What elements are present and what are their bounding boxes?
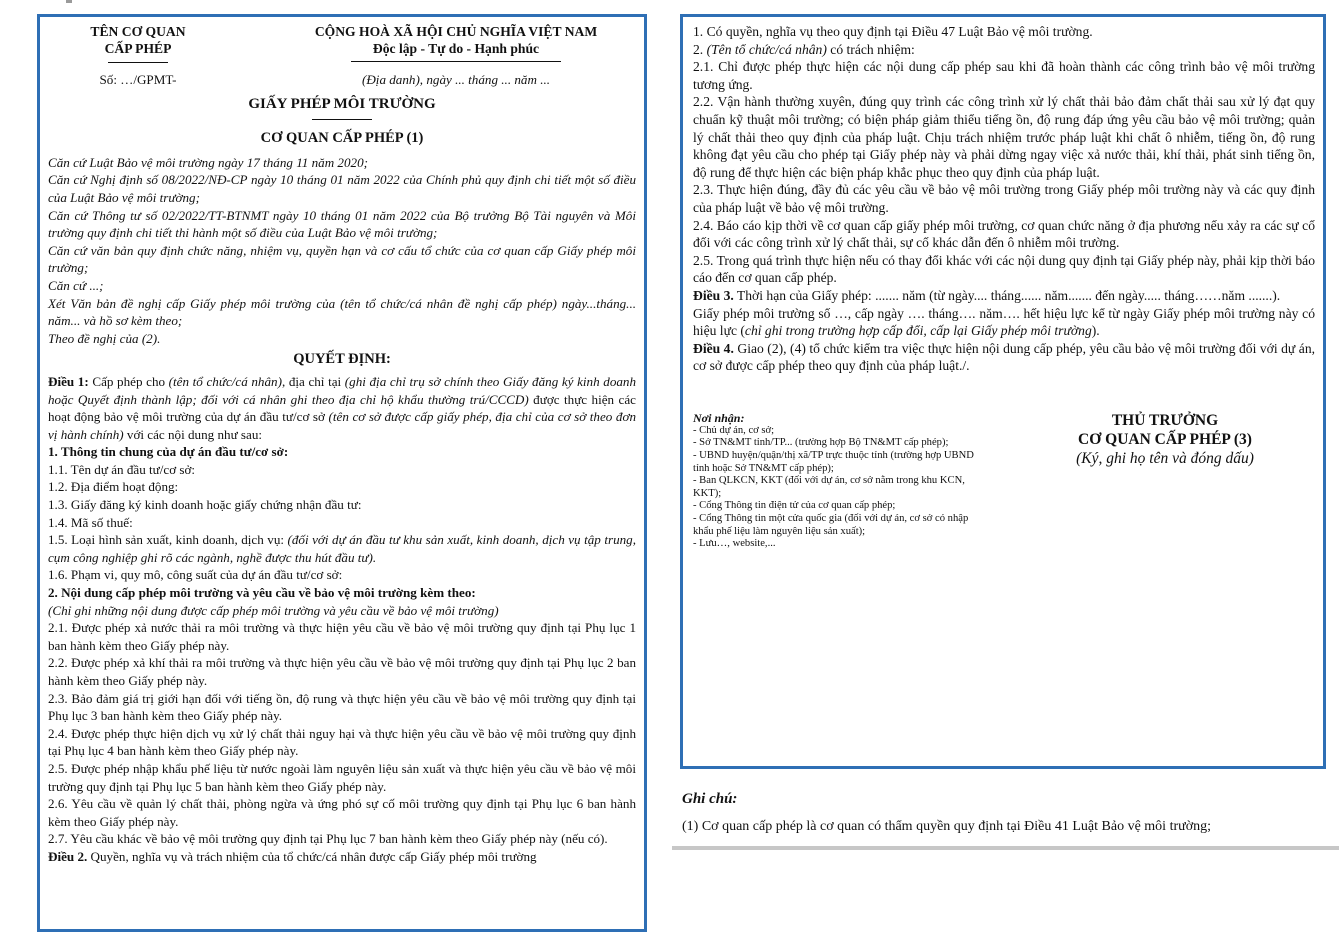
separator-bar: [672, 846, 1339, 850]
article-2-text: Quyền, nghĩa vụ và trách nhiệm của tổ chức/cá nhân được cấp Giấy phép môi trường: [87, 848, 537, 864]
basis-item: Căn cứ Nghị định số 08/2022/NĐ-CP ngày 10 tháng 01 năm 2022 của Chính phủ quy định chi tiết một số điều của Luật Bảo vệ môi trường;: [48, 172, 636, 205]
article-2-label: Điều 2.: [48, 848, 88, 864]
section-1-item: 1.6. Phạm vi, quy mô, công suất của dự án đầu tư/cơ sở:: [48, 567, 343, 583]
section-1-item-text: 1.5. Loại hình sản xuất, kinh doanh, dịch vụ:: [48, 532, 288, 548]
top-edge-mark: [66, 0, 72, 3]
right-paragraph: 2.3. Thực hiện đúng, đầy đủ các yêu cầu về bảo vệ môi trường trong Giấy phép môi trường này và các quy định của pháp luật về bảo vệ môi trường.: [693, 182, 1315, 215]
right-paragraph: 1. Có quyền, nghĩa vụ theo quy định tại Điều 47 Luật Bảo vệ môi trường.: [693, 24, 1093, 39]
signer-title: THỦ TRƯỞNG: [1111, 411, 1219, 429]
section-1-item: [48, 531, 636, 566]
nation-name: CỘNG HOÀ XÃ HỘI CHỦ NGHĨA VIỆT NAM: [314, 24, 598, 39]
basis-item: Căn cứ ...;: [48, 277, 104, 293]
decision-title: QUYẾT ĐỊNH:: [293, 351, 391, 368]
article-1-italic: (ghi địa chỉ trụ sở chính theo Giấy đăng ký kinh doanh hoặc Quyết định thành lập; đối với cá nhân ghi theo địa chỉ hộ khẩu thường trú/CCCD): [48, 373, 637, 407]
basis-item: Theo đề nghị của (2).: [48, 330, 161, 346]
article-1-label: Điều 1:: [48, 373, 89, 389]
basis-item: Xét Văn bản đề nghị cấp Giấy phép môi trường của (tên tổ chức/cá nhân đề nghị cấp phép) ngày...tháng... năm... và hồ sơ kèm theo;: [48, 295, 636, 329]
right-paragraph: 2.2. Vận hành thường xuyên, đúng quy trình các công trình xử lý chất thải bảo đảm chất thải sau xử lý đạt quy chuẩn kỹ thuật môi trường; có biện pháp giảm thiểu tiếng ồn, độ rung đáp ứng yêu cầu bảo vệ môi trường; quản lý chất thải theo quy định của pháp luật. Chịu trách nhiệm trước pháp luật khi chất ô nhiễm, tiếng ồn, độ rung không đạt yêu cầu cho phép tại Giấy phép này và phải dừng ngay việc xả nước thải, khí thải, phát sinh tiếng ồn, độ rung để thực hiện các biện pháp khắc phục theo quy định của pháp luật.: [693, 94, 1315, 180]
article-3-text: Thời hạn của Giấy phép: ....... năm (từ ngày.... tháng...... năm....... đến ngày..... tháng……năm .......).: [733, 287, 1281, 303]
recipient-item: - Cổng Thông tin một cửa quốc gia (đối với dự án, cơ sở có nhập khẩu phế liệu làm nguyên liệu sản xuất);: [693, 513, 969, 537]
document-title: GIẤY PHÉP MÔI TRƯỜNG: [248, 95, 436, 112]
article-1-text: , địa chỉ tại: [281, 373, 345, 389]
right-paragraph: 2.5. Trong quá trình thực hiện nếu có thay đổi khác với các nội dung quy định tại Giấy phép này, phải kịp thời báo cáo đến cơ quan cấp phép.: [693, 252, 1315, 286]
page-2-footer: [693, 411, 1315, 551]
basis-item: Căn cứ Luật Bảo vệ môi trường ngày 17 tháng 11 năm 2020;: [48, 154, 368, 170]
recipient-item: - Lưu…, website,...: [693, 538, 776, 550]
notes-section: [682, 790, 1322, 836]
paragraph-text: ).: [1091, 323, 1100, 339]
section-2-title: 2. Nội dung cấp phép môi trường và yêu cầu về bảo vệ môi trường kèm theo:: [48, 585, 476, 601]
paragraph-italic: (Tên tổ chức/cá nhân): [706, 41, 827, 57]
article-4-label: Điều 4.: [693, 340, 734, 356]
nation-block: [276, 23, 636, 63]
article-4: [693, 340, 1315, 375]
article-1-italic: (tên tổ chức/cá nhân): [168, 373, 282, 389]
page-2-body: [693, 23, 1315, 375]
document-number: Số: …/GPMT-: [99, 72, 177, 87]
recipients-block: [693, 411, 983, 551]
right-paragraph: [693, 41, 1315, 59]
place-date: (Địa danh), ngày ... tháng ... năm ...: [361, 72, 551, 87]
article-3: [693, 287, 1315, 305]
recipient-item: - Sở TN&MT tỉnh/TP... (trường hợp Bộ TN&MT cấp phép);: [693, 437, 949, 449]
right-paragraph: 2.4. Báo cáo kịp thời về cơ quan cấp giấy phép môi trường, cơ quan chức năng ở địa phương nếu xảy ra các sự cố đối với các công trình xử lý chất thải, sự cố khác dẫn đến ô nhiễm môi trường.: [693, 217, 1315, 251]
recipient-item: - UBND huyện/quận/thị xã/TP trực thuộc tỉnh (trường hợp UBND tỉnh hoặc Sở TN&MT cấp phép);: [693, 450, 974, 474]
section-2-item: 2.4. Được phép thực hiện dịch vụ xử lý chất thải nguy hại và thực hiện yêu cầu về bảo vệ môi trường quy định tại Phụ lục 4 ban hành kèm theo Giấy phép này.: [48, 725, 636, 759]
recipient-item: - Chủ dự án, cơ sở;: [693, 424, 775, 436]
recipients-title: Nơi nhận:: [693, 410, 745, 425]
article-3-extra: [693, 305, 1315, 340]
paragraph-text: có trách nhiệm:: [826, 41, 915, 57]
article-1-text: được thực hiện các hoạt động bảo vệ môi trường của dự án đầu tư/cơ sở: [48, 391, 636, 425]
document-page-2: [680, 14, 1326, 769]
paragraph-italic: chỉ ghi trong trường hợp cấp đổi, cấp lại Giấy phép môi trường: [744, 323, 1092, 339]
section-2-note: (Chỉ ghi những nội dung được cấp phép môi trường và yêu cầu về bảo vệ môi trường): [48, 602, 499, 618]
section-2-item: 2.6. Yêu cầu về quản lý chất thải, phòng ngừa và ứng phó sự cố môi trường quy định tại Phụ lục 6 ban hành kèm theo Giấy phép này.: [48, 796, 636, 829]
agency-name-line1: TÊN CƠ QUAN: [90, 24, 186, 39]
signer-authority: CƠ QUAN CẤP PHÉP (3): [1078, 430, 1252, 448]
motto-underline: [351, 61, 561, 62]
paragraph-text: 2.: [693, 41, 707, 57]
agency-underline: [108, 62, 168, 63]
recipient-item: - Ban QLKCN, KKT (đối với dự án, cơ sở nằm trong khu KCN, KKT);: [693, 475, 965, 499]
section-2-item: 2.3. Bảo đảm giá trị giới hạn đối với tiếng ồn, độ rung và thực hiện yêu cầu về bảo vệ môi trường quy định tại Phụ lục 3 ban hành kèm theo Giấy phép này.: [48, 690, 636, 724]
section-1-item: 1.1. Tên dự án đầu tư/cơ sở:: [48, 461, 196, 477]
signer-note: (Ký, ghi họ tên và đóng dấu): [1076, 449, 1254, 467]
section-2-item: 2.1. Được phép xả nước thải ra môi trường và thực hiện yêu cầu về bảo vệ môi trường quy định tại Phụ lục 1 ban hành kèm theo Giấy phép này.: [48, 620, 636, 653]
recipient-item: - Cổng Thông tin điện tử của cơ quan cấp phép;: [693, 500, 896, 512]
paragraph-text: Giấy phép môi trường số …, cấp ngày …. tháng…. năm…. hết hiệu lực kể từ ngày Giấy phép môi trường này có hiệu lực (: [693, 305, 1315, 339]
section-1-item: 1.2. Địa điểm hoạt động:: [48, 479, 179, 495]
section-2-item: 2.7. Yêu cầu khác về bảo vệ môi trường quy định tại Phụ lục 7 ban hành kèm theo Giấy phép này (nếu có).: [48, 831, 608, 847]
section-2-item: 2.2. Được phép xả khí thải ra môi trường và thực hiện yêu cầu về bảo vệ môi trường quy định tại Phụ lục 2 ban hành kèm theo Giấy phép này.: [48, 655, 636, 688]
article-1-italic: (tên cơ sở được cấp giấy phép, địa chỉ của cơ sở theo đơn vị hành chính): [48, 409, 636, 442]
article-4-text: Giao (2), (4) tổ chức kiểm tra việc thực hiện nội dung cấp phép, yêu cầu bảo vệ môi trường đối với dự án, cơ sở được cấp phép theo quy định của pháp luật./.: [693, 340, 1316, 374]
document-page-1: [37, 14, 647, 932]
article-1-text: với các nội dung như sau:: [123, 426, 263, 442]
signature-block: [1015, 411, 1315, 551]
basis-item: Căn cứ văn bản quy định chức năng, nhiệm vụ, quyền hạn và cơ cấu tổ chức của cơ quan cấp Giấy phép môi trường;: [48, 242, 636, 276]
section-2-items: [48, 619, 636, 848]
section-1-item-italic: (đối với dự án đầu tư khu sản xuất, kinh doanh, dịch vụ tập trung, cụm công nghiệp ghi rõ các ngành, nghề được thu hút đầu tư).: [48, 532, 636, 565]
article-1-text: Cấp phép cho: [88, 373, 169, 389]
legal-basis: [48, 154, 636, 348]
title-underline: [312, 119, 372, 120]
notes-title: Ghi chú:: [682, 791, 738, 807]
note-item: (1) Cơ quan cấp phép là cơ quan có thẩm quyền quy định tại Điều 41 Luật Bảo vệ môi trường;: [682, 819, 1212, 834]
section-2-item: 2.5. Được phép nhập khẩu phế liệu từ nước ngoài làm nguyên liệu sản xuất và thực hiện yêu cầu về bảo vệ môi trường quy định tại Phụ lục 5 ban hành kèm theo Giấy phép này.: [48, 760, 636, 794]
section-1-item: 1.4. Mã số thuế:: [48, 514, 133, 530]
article-3-label: Điều 3.: [693, 287, 734, 303]
section-1-title: 1. Thông tin chung của dự án đầu tư/cơ sở:: [48, 444, 289, 460]
issuing-authority: CƠ QUAN CẤP PHÉP (1): [260, 130, 424, 147]
article-1: [48, 373, 636, 443]
agency-block: [48, 23, 228, 63]
document-header: [48, 23, 636, 63]
agency-name-line2: CẤP PHÉP: [104, 41, 172, 56]
article-2: [48, 848, 636, 866]
nation-motto: Độc lập - Tự do - Hạnh phúc: [372, 41, 540, 56]
basis-item: Căn cứ Thông tư số 02/2022/TT-BTNMT ngày 10 tháng 01 năm 2022 của Bộ trưởng Bộ Tài nguyên và Môi trường quy định chi tiết thi hành một số điều của Luật Bảo vệ môi trường;: [48, 207, 636, 241]
section-1-item: 1.3. Giấy đăng ký kinh doanh hoặc giấy chứng nhận đầu tư:: [48, 497, 362, 513]
right-paragraph: 2.1. Chỉ được phép thực hiện các nội dung cấp phép sau khi đã hoàn thành các công trình bảo vệ môi trường tương ứng.: [693, 59, 1315, 92]
